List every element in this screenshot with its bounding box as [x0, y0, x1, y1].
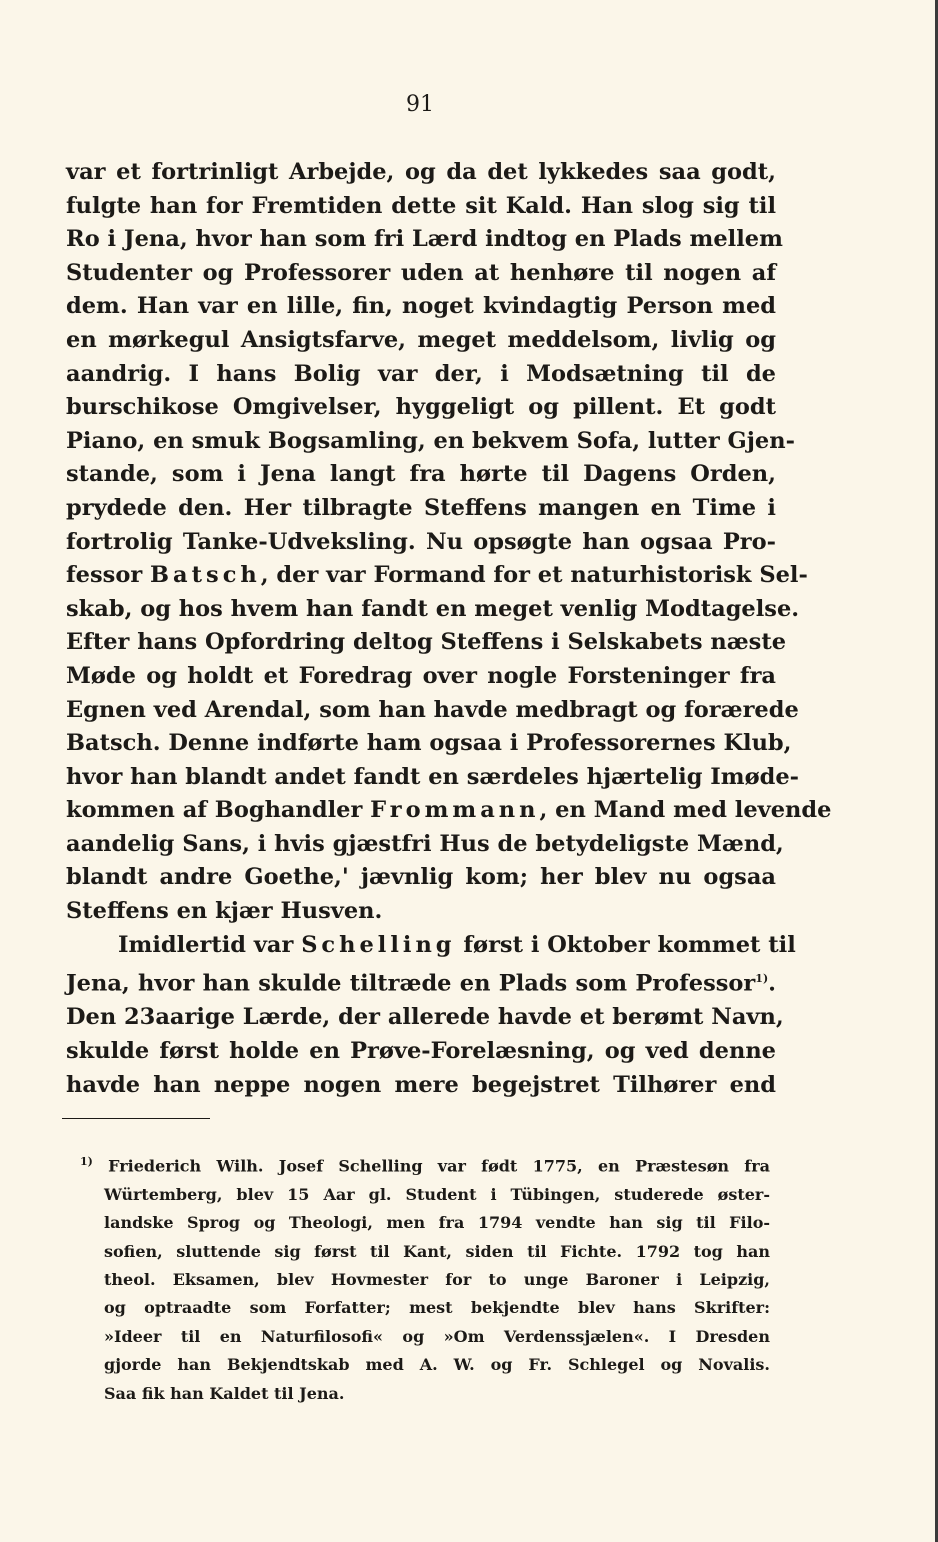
- footnote-line: sofien, sluttende sig først til Kant, siden til Fichte. 1792 tog han: [104, 1241, 770, 1261]
- text-line: Studenter og Professorer uden at henhøre til nogen af: [66, 259, 776, 286]
- paragraph-start-line: [66, 929, 796, 963]
- text-fragment: fessor: [66, 562, 151, 589]
- footnote-line: Saa fik han Kaldet til Jena.: [104, 1383, 345, 1403]
- text-line: skulde først holde en Prøve-Forelæsning, og ved denne: [66, 1037, 776, 1064]
- text-fragment: , der var Formand for et naturhistorisk Sel-: [260, 562, 808, 589]
- text-fragment: .: [768, 970, 776, 997]
- text-fragment: kommen af Boghandler: [66, 797, 371, 824]
- text-fragment: , en Mand med levende: [539, 797, 832, 824]
- footnote-line: landske Sprog og Theologi, men fra 1794 vendte han sig til Filo-: [104, 1213, 770, 1233]
- text-line: prydede den. Her tilbragte Steffens mangen en Time i: [66, 494, 776, 521]
- text-line: [66, 962, 776, 1001]
- text-line: aandrig. I hans Bolig var der, i Modsætning til de: [66, 360, 776, 387]
- paragraph-end-line: Steffens en kjær Husven.: [66, 898, 383, 925]
- text-fragment: først i Oktober kommet til: [455, 931, 796, 958]
- text-line: en mørkegul Ansigtsfarve, meget meddelsom, livlig og: [66, 326, 776, 353]
- footnote-line: Würtemberg, blev 15 Aar gl. Student i Tübingen, studerede øster-: [104, 1184, 770, 1204]
- footnote-line: theol. Eksamen, blev Hovmester for to unge Baroner i Leipzig,: [104, 1269, 770, 1289]
- footnote-line: og optraadte som Forfatter; mest bekjendte blev hans Skrifter:: [104, 1298, 770, 1318]
- footnote-mark: 1): [80, 1155, 93, 1168]
- footnote-line: [80, 1148, 770, 1181]
- text-line: havde han neppe nogen mere begejstret Tilhører end: [66, 1071, 776, 1098]
- text-line: var et fortrinligt Arbejde, og da det lykkedes saa godt,: [66, 159, 776, 185]
- text-line: Batsch. Denne indførte ham ogsaa i Professorernes Klub,: [66, 730, 792, 757]
- footnote-divider: [62, 1118, 210, 1119]
- text-line: skab, og hos hvem han fandt en meget venlig Modtagelse.: [66, 595, 800, 622]
- footnote-reference: 1): [755, 972, 769, 986]
- text-fragment: Friederich Wilh. Josef Schelling var født 1775, en Præstesøn fra: [108, 1156, 770, 1176]
- text-line: hvor han blandt andet fandt en særdeles hjærtelig Imøde-: [66, 763, 799, 790]
- text-line: fortrolig Tanke-Udveksling. Nu opsøgte han ogsaa Pro-: [66, 528, 776, 555]
- text-line: [66, 559, 808, 593]
- text-fragment: Imidlertid var: [118, 931, 302, 958]
- footnote-line: »Ideer til en Naturfilosofi« og »Om Verdenssjælen«. I Dresden: [104, 1326, 770, 1346]
- page-number: 91: [406, 92, 434, 117]
- text-line: dem. Han var en lille, fin, noget kvindagtig Person med: [66, 293, 776, 320]
- text-line: Møde og holdt et Foredrag over nogle Forsteninger fra: [66, 662, 776, 689]
- text-line: Ro i Jena, hvor han som fri Lærd indtog en Plads mellem: [66, 226, 783, 253]
- text-line: stande, som i Jena langt fra hørte til Dagens Orden,: [66, 461, 776, 488]
- text-line: aandelig Sans, i hvis gjæstfri Hus de betydeligste Mænd,: [66, 830, 784, 857]
- text-line: fulgte han for Fremtiden dette sit Kald. Han slog sig til: [66, 192, 776, 219]
- text-line: Efter hans Opfordring deltog Steffens i Selskabets næste: [66, 629, 787, 656]
- text-line: [66, 794, 832, 828]
- name-batsch: Batsch: [150, 562, 261, 589]
- name-frommann: Frommann: [370, 797, 540, 824]
- text-fragment: Jena, hvor han skulde tiltræde en Plads som Professor: [66, 970, 756, 997]
- main-text: [66, 156, 832, 1102]
- footnote: [80, 1148, 770, 1408]
- text-line: Egnen ved Arendal, som han havde medbragt og forærede: [66, 696, 799, 723]
- name-schelling: Schelling: [301, 931, 456, 958]
- text-line: blandt andre Goethe,' jævnlig kom; her blev nu ogsaa: [66, 864, 776, 891]
- text-line: Den 23aarige Lærde, der allerede havde et berømt Navn,: [66, 1004, 784, 1031]
- footnote-line: gjorde han Bekjendtskab med A. W. og Fr. Schlegel og Novalis.: [104, 1355, 770, 1375]
- text-line: burschikose Omgivelser, hyggeligt og pillent. Et godt: [66, 394, 776, 421]
- text-line: Piano, en smuk Bogsamling, en bekvem Sofa, lutter Gjen-: [66, 427, 795, 454]
